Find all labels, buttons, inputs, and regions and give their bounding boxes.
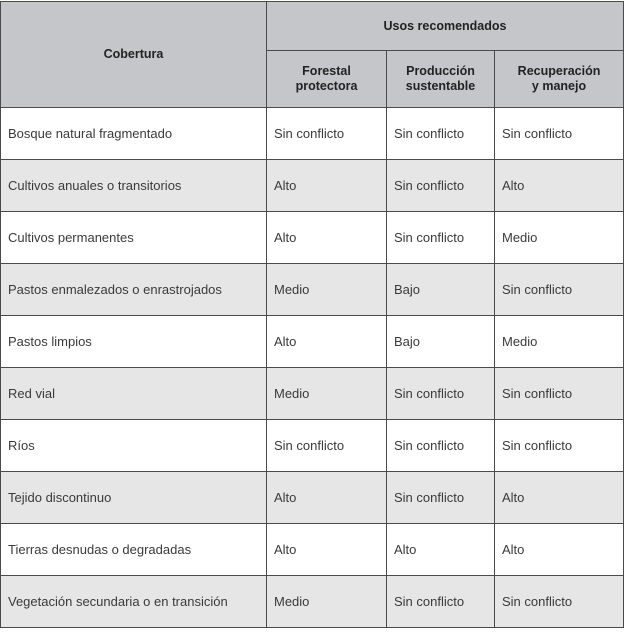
cobertura-cell: Cultivos anuales o transitorios [1, 160, 267, 212]
conflict-cell: Alto [495, 472, 624, 524]
conflict-cell: Sin conflicto [387, 368, 495, 420]
conflict-cell: Medio [495, 212, 624, 264]
conflict-cell: Sin conflicto [387, 420, 495, 472]
header-cobertura: Cobertura [1, 2, 267, 108]
table-row [1, 264, 624, 316]
conflict-cell: Sin conflicto [387, 212, 495, 264]
conflict-cell: Sin conflicto [387, 576, 495, 628]
cobertura-cell: Vegetación secundaria o en transición [1, 576, 267, 628]
conflict-cell: Sin conflicto [495, 420, 624, 472]
table-row [1, 420, 624, 472]
conflict-cell: Medio [267, 264, 387, 316]
conflict-cell: Alto [495, 524, 624, 576]
conflict-cell: Alto [267, 524, 387, 576]
header-usos-recomendados: Usos recomendados [267, 2, 624, 51]
conflict-cell: Sin conflicto [267, 420, 387, 472]
header-recuperacion-manejo [495, 51, 624, 108]
header-text: protectora [295, 79, 358, 93]
conflict-cell: Alto [495, 160, 624, 212]
conflict-cell: Bajo [387, 316, 495, 368]
header-text: Producción [406, 64, 475, 78]
conflict-cell: Bajo [387, 264, 495, 316]
conflict-cell: Sin conflicto [495, 576, 624, 628]
header-text: Forestal [302, 64, 351, 78]
cobertura-cell: Pastos limpios [1, 316, 267, 368]
conflict-cell: Sin conflicto [495, 108, 624, 160]
conflict-cell: Medio [267, 576, 387, 628]
header-text: y manejo [531, 79, 587, 93]
cobertura-cell: Cultivos permanentes [1, 212, 267, 264]
cobertura-cell: Bosque natural fragmentado [1, 108, 267, 160]
conflict-cell: Medio [495, 316, 624, 368]
table-row [1, 160, 624, 212]
conflict-cell: Alto [267, 472, 387, 524]
table-row [1, 108, 624, 160]
cobertura-cell: Red vial [1, 368, 267, 420]
conflict-cell: Alto [267, 160, 387, 212]
conflict-cell: Alto [267, 212, 387, 264]
header-text: sustentable [405, 79, 476, 93]
table-row [1, 524, 624, 576]
cobertura-cell: Tejido discontinuo [1, 472, 267, 524]
header-forestal-protectora [267, 51, 387, 108]
conflict-cell: Sin conflicto [495, 264, 624, 316]
table-row [1, 576, 624, 628]
cobertura-cell: Ríos [1, 420, 267, 472]
header-text: Recuperación [517, 64, 601, 78]
conflict-table [0, 1, 624, 628]
conflict-cell: Medio [267, 368, 387, 420]
conflict-cell: Sin conflicto [267, 108, 387, 160]
table-row [1, 212, 624, 264]
conflict-cell: Sin conflicto [495, 368, 624, 420]
conflict-cell: Alto [267, 316, 387, 368]
table-row [1, 368, 624, 420]
conflict-cell: Alto [387, 524, 495, 576]
header-produccion-sustentable [387, 51, 495, 108]
table-row [1, 472, 624, 524]
conflict-cell: Sin conflicto [387, 108, 495, 160]
cobertura-cell: Tierras desnudas o degradadas [1, 524, 267, 576]
table-row [1, 316, 624, 368]
cobertura-cell: Pastos enmalezados o enrastrojados [1, 264, 267, 316]
conflict-cell: Sin conflicto [387, 160, 495, 212]
conflict-cell: Sin conflicto [387, 472, 495, 524]
